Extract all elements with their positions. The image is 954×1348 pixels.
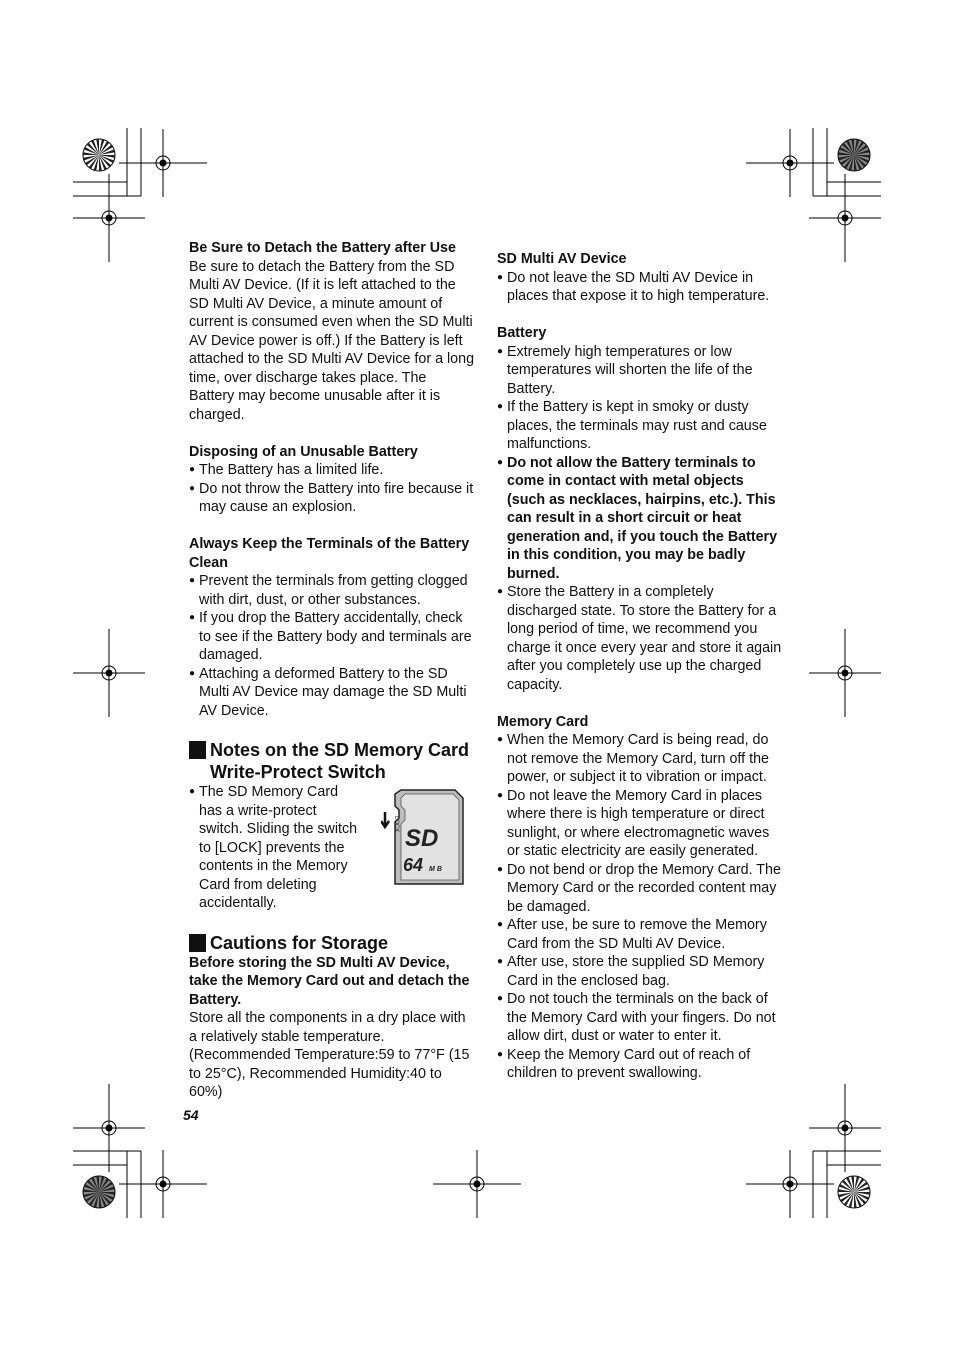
- section-square-icon: [189, 934, 206, 952]
- device-list: [497, 269, 785, 306]
- registration-starburst: [83, 1176, 115, 1208]
- list-item: ● If you drop the Battery accidentally, check to see if the Battery body and terminals are damaged.: [189, 609, 475, 665]
- card-heading: Memory Card: [497, 713, 589, 730]
- sd-card-illustration: [381, 788, 467, 886]
- notes-section-title: Notes on the SD Memory Card Write-Protect Switch: [189, 739, 475, 783]
- registration-starburst: [83, 139, 115, 171]
- card-list: [497, 731, 785, 1083]
- list-item: ● The Battery has a limited life.: [189, 461, 475, 480]
- list-item: ● Do not throw the Battery into fire because it may cause an explosion.: [189, 480, 475, 517]
- right-column: [497, 250, 785, 1083]
- list-item: ● After use, be sure to remove the Memory Card from the SD Multi AV Device.: [497, 916, 785, 953]
- sd-notes-block: [189, 783, 475, 913]
- sd-capacity-unit: MB: [429, 866, 444, 873]
- page-number: 54: [183, 1107, 199, 1123]
- lock-arrow-icon: [381, 812, 389, 827]
- notes-list: [189, 783, 364, 913]
- list-item: ● Do not leave the SD Multi AV Device in places that expose it to high temperature.: [497, 269, 785, 306]
- sd-capacity: 64: [403, 855, 424, 875]
- list-item: ● Extremely high temperatures or low temperatures will shorten the life of the Battery.: [497, 343, 785, 399]
- list-item: ● Do not leave the Memory Card in places where there is high temperature or direct sunlight, or where electromagnetic waves or static electricity are easily generated.: [497, 787, 785, 861]
- battery-heading: Battery: [497, 325, 547, 341]
- sd-logo: SD: [405, 825, 439, 852]
- dispose-heading: Disposing of an Unusable Battery: [189, 443, 418, 460]
- list-item-warning: ● Do not allow the Battery terminals to come in contact with metal objects (such as necklaces, hairpins, etc.). This can result in a short circuit or heat generation and, if you touch the Battery in this condition, you may be badly burned.: [497, 454, 785, 584]
- registration-starburst: [838, 1176, 870, 1208]
- list-item: ● If the Battery is kept in smoky or dusty places, the terminals may rust and cause malfunctions.: [497, 398, 785, 454]
- list-item: ● Do not bend or drop the Memory Card. The Memory Card or the recorded content may be damaged.: [497, 861, 785, 917]
- detach-heading: Be Sure to Detach the Battery after Use: [189, 240, 456, 256]
- storage-section-title: Cautions for Storage: [189, 932, 475, 954]
- storage-body: Store all the components in a dry place with a relatively stable temperature. (Recommended Temperature:59 to 77°F (15 to 25°C), Recommended Humidity:40 to 60%): [189, 1010, 470, 1100]
- battery-list: [497, 343, 785, 695]
- section-square-icon: [189, 741, 206, 759]
- storage-bold-note: Before storing the SD Multi AV Device, take the Memory Card out and detach the Battery.: [189, 954, 470, 1008]
- list-item: ● The SD Memory Card has a write-protect switch. Sliding the switch to [LOCK] prevents the contents in the Memory Card from deleting accidentally.: [189, 783, 364, 913]
- device-heading: SD Multi AV Device: [497, 251, 627, 267]
- sd-lock-label: LOCK: [393, 816, 399, 833]
- list-item: ● When the Memory Card is being read, do not remove the Memory Card, turn off the power, or subject it to vibration or impact.: [497, 731, 785, 787]
- terminals-list: [189, 572, 475, 720]
- list-item: ● Do not touch the terminals on the back of the Memory Card with your fingers. Do not allow dirt, dust or water to enter it.: [497, 990, 785, 1046]
- registration-starburst: [838, 139, 870, 171]
- list-item: ● Keep the Memory Card out of reach of children to prevent swallowing.: [497, 1046, 785, 1083]
- list-item: ● Attaching a deformed Battery to the SD Multi AV Device may damage the SD Multi AV Device.: [189, 665, 475, 721]
- left-column: [189, 239, 475, 1102]
- list-item: ● Prevent the terminals from getting clogged with dirt, dust, or other substances.: [189, 572, 475, 609]
- dispose-list: [189, 461, 475, 517]
- terminals-heading: Always Keep the Terminals of the Battery Clean: [189, 536, 470, 571]
- detach-body: Be sure to detach the Battery from the SD Multi AV Device. (If it is left attached to the SD Multi AV Device, a minute amount of current is consumed even when the SD Multi AV Device power is off.) If the Battery is left attached to the SD Multi AV Device for a long time, over discharge takes place. The Battery may become unusable after it is charged.: [189, 258, 475, 423]
- list-item: ● After use, store the supplied SD Memory Card in the enclosed bag.: [497, 953, 785, 990]
- list-item: ● Store the Battery in a completely discharged state. To store the Battery for a long period of time, we recommend you charge it once every year and store it again after you completely use up the charged capacity.: [497, 583, 785, 694]
